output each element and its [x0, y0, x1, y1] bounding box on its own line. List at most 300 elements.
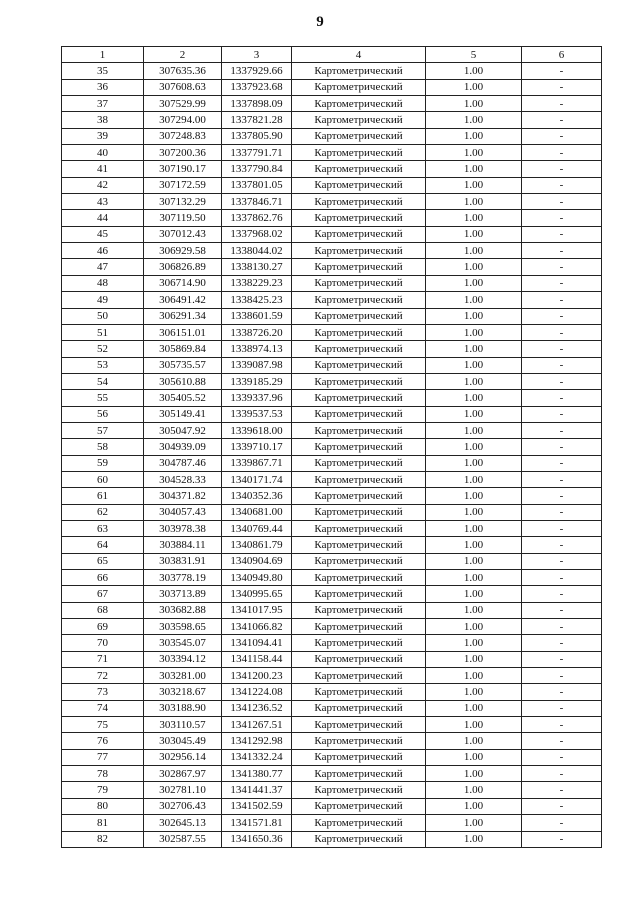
point-number-cell: 72 — [62, 668, 144, 684]
point-number-cell: 64 — [62, 537, 144, 553]
coordinates-table — [61, 46, 602, 848]
method-cell: Картометрический — [292, 96, 426, 112]
point-number-cell: 60 — [62, 471, 144, 487]
method-cell: Картометрический — [292, 471, 426, 487]
note-cell: - — [522, 471, 602, 487]
point-number-cell: 81 — [62, 815, 144, 831]
x-coordinate-cell: 304787.46 — [144, 455, 222, 471]
table-row — [62, 161, 602, 177]
accuracy-cell: 1.00 — [426, 766, 522, 782]
table-row — [62, 586, 602, 602]
x-coordinate-cell: 303045.49 — [144, 733, 222, 749]
table-row — [62, 520, 602, 536]
note-cell: - — [522, 570, 602, 586]
note-cell: - — [522, 651, 602, 667]
table-row — [62, 194, 602, 210]
x-coordinate-cell: 307294.00 — [144, 112, 222, 128]
y-coordinate-cell: 1337929.66 — [222, 63, 292, 79]
point-number-cell: 82 — [62, 831, 144, 847]
method-cell: Картометрический — [292, 161, 426, 177]
point-number-cell: 40 — [62, 145, 144, 161]
x-coordinate-cell: 303281.00 — [144, 668, 222, 684]
y-coordinate-cell: 1340769.44 — [222, 520, 292, 536]
method-cell: Картометрический — [292, 815, 426, 831]
method-cell: Картометрический — [292, 619, 426, 635]
x-coordinate-cell: 303110.57 — [144, 717, 222, 733]
note-cell: - — [522, 700, 602, 716]
note-cell: - — [522, 455, 602, 471]
accuracy-cell: 1.00 — [426, 406, 522, 422]
table-row — [62, 63, 602, 79]
accuracy-cell: 1.00 — [426, 243, 522, 259]
note-cell: - — [522, 619, 602, 635]
accuracy-cell: 1.00 — [426, 177, 522, 193]
note-cell: - — [522, 766, 602, 782]
y-coordinate-cell: 1340949.80 — [222, 570, 292, 586]
y-coordinate-cell: 1337801.05 — [222, 177, 292, 193]
y-coordinate-cell: 1341332.24 — [222, 749, 292, 765]
method-cell: Картометрический — [292, 243, 426, 259]
method-cell: Картометрический — [292, 504, 426, 520]
y-coordinate-cell: 1341017.95 — [222, 602, 292, 618]
accuracy-cell: 1.00 — [426, 668, 522, 684]
point-number-cell: 57 — [62, 422, 144, 438]
note-cell: - — [522, 308, 602, 324]
note-cell: - — [522, 259, 602, 275]
table-row — [62, 275, 602, 291]
x-coordinate-cell: 302587.55 — [144, 831, 222, 847]
x-coordinate-cell: 303545.07 — [144, 635, 222, 651]
accuracy-cell: 1.00 — [426, 602, 522, 618]
accuracy-cell: 1.00 — [426, 700, 522, 716]
accuracy-cell: 1.00 — [426, 537, 522, 553]
method-cell: Картометрический — [292, 668, 426, 684]
point-number-cell: 48 — [62, 275, 144, 291]
note-cell: - — [522, 504, 602, 520]
accuracy-cell: 1.00 — [426, 275, 522, 291]
note-cell: - — [522, 439, 602, 455]
x-coordinate-cell: 307190.17 — [144, 161, 222, 177]
table-header-row — [62, 47, 602, 63]
note-cell: - — [522, 815, 602, 831]
table-row — [62, 177, 602, 193]
point-number-cell: 61 — [62, 488, 144, 504]
y-coordinate-cell: 1341158.44 — [222, 651, 292, 667]
method-cell: Картометрический — [292, 439, 426, 455]
table-row — [62, 766, 602, 782]
table-body — [62, 63, 602, 848]
point-number-cell: 56 — [62, 406, 144, 422]
table-row — [62, 226, 602, 242]
table-row — [62, 243, 602, 259]
point-number-cell: 74 — [62, 700, 144, 716]
note-cell: - — [522, 145, 602, 161]
note-cell: - — [522, 537, 602, 553]
table-row — [62, 635, 602, 651]
y-coordinate-cell: 1340995.65 — [222, 586, 292, 602]
x-coordinate-cell: 307119.50 — [144, 210, 222, 226]
table-row — [62, 259, 602, 275]
y-coordinate-cell: 1340352.36 — [222, 488, 292, 504]
y-coordinate-cell: 1341292.98 — [222, 733, 292, 749]
point-number-cell: 42 — [62, 177, 144, 193]
x-coordinate-cell: 304057.43 — [144, 504, 222, 520]
note-cell: - — [522, 602, 602, 618]
y-coordinate-cell: 1340171.74 — [222, 471, 292, 487]
accuracy-cell: 1.00 — [426, 651, 522, 667]
table-row — [62, 390, 602, 406]
note-cell: - — [522, 357, 602, 373]
accuracy-cell: 1.00 — [426, 733, 522, 749]
point-number-cell: 75 — [62, 717, 144, 733]
x-coordinate-cell: 304371.82 — [144, 488, 222, 504]
table-row — [62, 422, 602, 438]
table-row — [62, 782, 602, 798]
method-cell: Картометрический — [292, 275, 426, 291]
method-cell: Картометрический — [292, 259, 426, 275]
method-cell: Картометрический — [292, 145, 426, 161]
accuracy-cell: 1.00 — [426, 504, 522, 520]
table-row — [62, 504, 602, 520]
note-cell: - — [522, 96, 602, 112]
note-cell: - — [522, 635, 602, 651]
method-cell: Картометрический — [292, 717, 426, 733]
page-number: 9 — [316, 14, 324, 30]
method-cell: Картометрический — [292, 373, 426, 389]
y-coordinate-cell: 1341236.52 — [222, 700, 292, 716]
x-coordinate-cell: 305869.84 — [144, 341, 222, 357]
method-cell: Картометрический — [292, 570, 426, 586]
accuracy-cell: 1.00 — [426, 570, 522, 586]
x-coordinate-cell: 307132.29 — [144, 194, 222, 210]
column-header-4: 4 — [292, 47, 426, 63]
note-cell: - — [522, 733, 602, 749]
y-coordinate-cell: 1340904.69 — [222, 553, 292, 569]
point-number-cell: 80 — [62, 798, 144, 814]
x-coordinate-cell: 306714.90 — [144, 275, 222, 291]
note-cell: - — [522, 194, 602, 210]
note-cell: - — [522, 226, 602, 242]
y-coordinate-cell: 1341224.08 — [222, 684, 292, 700]
y-coordinate-cell: 1341200.23 — [222, 668, 292, 684]
table-row — [62, 373, 602, 389]
x-coordinate-cell: 307608.63 — [144, 79, 222, 95]
accuracy-cell: 1.00 — [426, 357, 522, 373]
method-cell: Картометрический — [292, 651, 426, 667]
table-row — [62, 455, 602, 471]
accuracy-cell: 1.00 — [426, 373, 522, 389]
x-coordinate-cell: 306929.58 — [144, 243, 222, 259]
x-coordinate-cell: 303831.91 — [144, 553, 222, 569]
y-coordinate-cell: 1341267.51 — [222, 717, 292, 733]
table-row — [62, 471, 602, 487]
table-row — [62, 537, 602, 553]
method-cell: Картометрический — [292, 684, 426, 700]
point-number-cell: 70 — [62, 635, 144, 651]
point-number-cell: 71 — [62, 651, 144, 667]
point-number-cell: 58 — [62, 439, 144, 455]
x-coordinate-cell: 303713.89 — [144, 586, 222, 602]
point-number-cell: 51 — [62, 324, 144, 340]
method-cell: Картометрический — [292, 177, 426, 193]
note-cell: - — [522, 390, 602, 406]
note-cell: - — [522, 798, 602, 814]
column-header-6: 6 — [522, 47, 602, 63]
accuracy-cell: 1.00 — [426, 798, 522, 814]
method-cell: Картометрический — [292, 324, 426, 340]
point-number-cell: 39 — [62, 128, 144, 144]
note-cell: - — [522, 341, 602, 357]
note-cell: - — [522, 717, 602, 733]
table-row — [62, 128, 602, 144]
point-number-cell: 54 — [62, 373, 144, 389]
point-number-cell: 45 — [62, 226, 144, 242]
method-cell: Картометрический — [292, 733, 426, 749]
table-row — [62, 292, 602, 308]
point-number-cell: 65 — [62, 553, 144, 569]
method-cell: Картометрический — [292, 602, 426, 618]
y-coordinate-cell: 1341066.82 — [222, 619, 292, 635]
accuracy-cell: 1.00 — [426, 324, 522, 340]
method-cell: Картометрический — [292, 128, 426, 144]
x-coordinate-cell: 306291.34 — [144, 308, 222, 324]
table-row — [62, 815, 602, 831]
table-row — [62, 439, 602, 455]
point-number-cell: 41 — [62, 161, 144, 177]
y-coordinate-cell: 1338130.27 — [222, 259, 292, 275]
method-cell: Картометрический — [292, 112, 426, 128]
x-coordinate-cell: 303188.90 — [144, 700, 222, 716]
y-coordinate-cell: 1341441.37 — [222, 782, 292, 798]
y-coordinate-cell: 1337846.71 — [222, 194, 292, 210]
note-cell: - — [522, 422, 602, 438]
y-coordinate-cell: 1337968.02 — [222, 226, 292, 242]
table-row — [62, 96, 602, 112]
note-cell: - — [522, 668, 602, 684]
point-number-cell: 55 — [62, 390, 144, 406]
point-number-cell: 46 — [62, 243, 144, 259]
x-coordinate-cell: 302781.10 — [144, 782, 222, 798]
x-coordinate-cell: 302645.13 — [144, 815, 222, 831]
table-row — [62, 145, 602, 161]
x-coordinate-cell: 303884.11 — [144, 537, 222, 553]
point-number-cell: 63 — [62, 520, 144, 536]
accuracy-cell: 1.00 — [426, 96, 522, 112]
point-number-cell: 78 — [62, 766, 144, 782]
note-cell: - — [522, 292, 602, 308]
accuracy-cell: 1.00 — [426, 226, 522, 242]
accuracy-cell: 1.00 — [426, 455, 522, 471]
y-coordinate-cell: 1340681.00 — [222, 504, 292, 520]
x-coordinate-cell: 303778.19 — [144, 570, 222, 586]
accuracy-cell: 1.00 — [426, 831, 522, 847]
table-row — [62, 488, 602, 504]
x-coordinate-cell: 307172.59 — [144, 177, 222, 193]
column-header-1: 1 — [62, 47, 144, 63]
table-row — [62, 553, 602, 569]
y-coordinate-cell: 1337862.76 — [222, 210, 292, 226]
y-coordinate-cell: 1339537.53 — [222, 406, 292, 422]
accuracy-cell: 1.00 — [426, 63, 522, 79]
point-number-cell: 59 — [62, 455, 144, 471]
table-row — [62, 619, 602, 635]
note-cell: - — [522, 177, 602, 193]
accuracy-cell: 1.00 — [426, 520, 522, 536]
method-cell: Картометрический — [292, 586, 426, 602]
table-row — [62, 357, 602, 373]
note-cell: - — [522, 324, 602, 340]
method-cell: Картометрический — [292, 194, 426, 210]
table-row — [62, 602, 602, 618]
accuracy-cell: 1.00 — [426, 684, 522, 700]
y-coordinate-cell: 1339337.96 — [222, 390, 292, 406]
note-cell: - — [522, 373, 602, 389]
y-coordinate-cell: 1338229.23 — [222, 275, 292, 291]
point-number-cell: 67 — [62, 586, 144, 602]
method-cell: Картометрический — [292, 79, 426, 95]
table-row — [62, 717, 602, 733]
x-coordinate-cell: 304528.33 — [144, 471, 222, 487]
method-cell: Картометрический — [292, 520, 426, 536]
method-cell: Картометрический — [292, 406, 426, 422]
method-cell: Картометрический — [292, 488, 426, 504]
table-row — [62, 308, 602, 324]
x-coordinate-cell: 303978.38 — [144, 520, 222, 536]
point-number-cell: 68 — [62, 602, 144, 618]
method-cell: Картометрический — [292, 357, 426, 373]
table-row — [62, 749, 602, 765]
point-number-cell: 77 — [62, 749, 144, 765]
accuracy-cell: 1.00 — [426, 488, 522, 504]
y-coordinate-cell: 1337898.09 — [222, 96, 292, 112]
y-coordinate-cell: 1340861.79 — [222, 537, 292, 553]
y-coordinate-cell: 1337790.84 — [222, 161, 292, 177]
note-cell: - — [522, 553, 602, 569]
y-coordinate-cell: 1338601.59 — [222, 308, 292, 324]
method-cell: Картометрический — [292, 390, 426, 406]
method-cell: Картометрический — [292, 635, 426, 651]
column-header-2: 2 — [144, 47, 222, 63]
y-coordinate-cell: 1341571.81 — [222, 815, 292, 831]
method-cell: Картометрический — [292, 63, 426, 79]
y-coordinate-cell: 1338726.20 — [222, 324, 292, 340]
x-coordinate-cell: 303394.12 — [144, 651, 222, 667]
method-cell: Картометрический — [292, 292, 426, 308]
y-coordinate-cell: 1337923.68 — [222, 79, 292, 95]
accuracy-cell: 1.00 — [426, 749, 522, 765]
accuracy-cell: 1.00 — [426, 341, 522, 357]
accuracy-cell: 1.00 — [426, 112, 522, 128]
x-coordinate-cell: 307529.99 — [144, 96, 222, 112]
note-cell: - — [522, 488, 602, 504]
note-cell: - — [522, 406, 602, 422]
y-coordinate-cell: 1339867.71 — [222, 455, 292, 471]
note-cell: - — [522, 275, 602, 291]
y-coordinate-cell: 1338044.02 — [222, 243, 292, 259]
accuracy-cell: 1.00 — [426, 145, 522, 161]
note-cell: - — [522, 79, 602, 95]
point-number-cell: 47 — [62, 259, 144, 275]
table-row — [62, 341, 602, 357]
x-coordinate-cell: 307248.83 — [144, 128, 222, 144]
table-row — [62, 700, 602, 716]
accuracy-cell: 1.00 — [426, 439, 522, 455]
accuracy-cell: 1.00 — [426, 292, 522, 308]
point-number-cell: 43 — [62, 194, 144, 210]
y-coordinate-cell: 1337791.71 — [222, 145, 292, 161]
method-cell: Картометрический — [292, 700, 426, 716]
x-coordinate-cell: 307200.36 — [144, 145, 222, 161]
method-cell: Картометрический — [292, 749, 426, 765]
column-header-5: 5 — [426, 47, 522, 63]
accuracy-cell: 1.00 — [426, 586, 522, 602]
accuracy-cell: 1.00 — [426, 619, 522, 635]
x-coordinate-cell: 303682.88 — [144, 602, 222, 618]
table-row — [62, 570, 602, 586]
point-number-cell: 37 — [62, 96, 144, 112]
point-number-cell: 53 — [62, 357, 144, 373]
note-cell: - — [522, 128, 602, 144]
accuracy-cell: 1.00 — [426, 308, 522, 324]
x-coordinate-cell: 306151.01 — [144, 324, 222, 340]
y-coordinate-cell: 1337821.28 — [222, 112, 292, 128]
x-coordinate-cell: 307012.43 — [144, 226, 222, 242]
note-cell: - — [522, 586, 602, 602]
table-row — [62, 684, 602, 700]
point-number-cell: 66 — [62, 570, 144, 586]
x-coordinate-cell: 302867.97 — [144, 766, 222, 782]
accuracy-cell: 1.00 — [426, 553, 522, 569]
accuracy-cell: 1.00 — [426, 210, 522, 226]
y-coordinate-cell: 1339185.29 — [222, 373, 292, 389]
method-cell: Картометрический — [292, 537, 426, 553]
accuracy-cell: 1.00 — [426, 471, 522, 487]
method-cell: Картометрический — [292, 831, 426, 847]
table-row — [62, 324, 602, 340]
accuracy-cell: 1.00 — [426, 79, 522, 95]
accuracy-cell: 1.00 — [426, 161, 522, 177]
note-cell: - — [522, 210, 602, 226]
accuracy-cell: 1.00 — [426, 259, 522, 275]
table-row — [62, 651, 602, 667]
point-number-cell: 76 — [62, 733, 144, 749]
note-cell: - — [522, 112, 602, 128]
point-number-cell: 44 — [62, 210, 144, 226]
y-coordinate-cell: 1338425.23 — [222, 292, 292, 308]
point-number-cell: 73 — [62, 684, 144, 700]
y-coordinate-cell: 1341094.41 — [222, 635, 292, 651]
point-number-cell: 52 — [62, 341, 144, 357]
note-cell: - — [522, 749, 602, 765]
y-coordinate-cell: 1341380.77 — [222, 766, 292, 782]
method-cell: Картометрический — [292, 798, 426, 814]
table-row — [62, 733, 602, 749]
accuracy-cell: 1.00 — [426, 194, 522, 210]
table-row — [62, 79, 602, 95]
table-row — [62, 831, 602, 847]
x-coordinate-cell: 303218.67 — [144, 684, 222, 700]
x-coordinate-cell: 305735.57 — [144, 357, 222, 373]
accuracy-cell: 1.00 — [426, 782, 522, 798]
point-number-cell: 35 — [62, 63, 144, 79]
table-row — [62, 668, 602, 684]
accuracy-cell: 1.00 — [426, 815, 522, 831]
accuracy-cell: 1.00 — [426, 717, 522, 733]
method-cell: Картометрический — [292, 553, 426, 569]
accuracy-cell: 1.00 — [426, 635, 522, 651]
table-row — [62, 112, 602, 128]
x-coordinate-cell: 305610.88 — [144, 373, 222, 389]
